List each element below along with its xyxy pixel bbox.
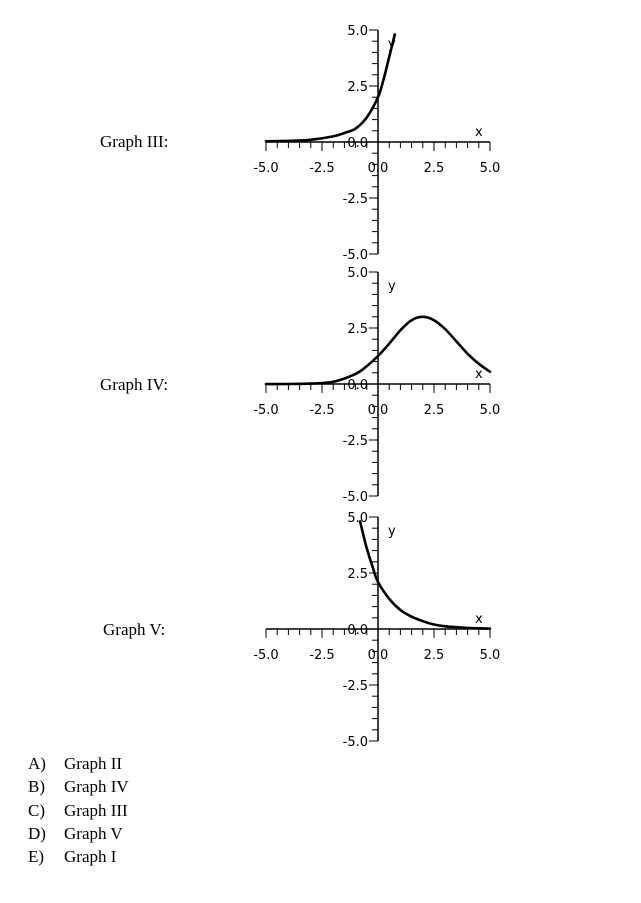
answer-letter: B) [28,777,45,797]
answer-letter: E) [28,847,45,867]
y-axis-label: y [388,279,396,294]
x-tick-label: 5.0 [479,403,501,418]
y-tick-label: 5.0 [347,24,368,39]
x-tick-label: 5.0 [479,161,501,176]
x-tick-label: 0.0 [367,648,389,663]
answer-choice-b[interactable] [28,775,129,798]
x-tick-label: 0.0 [367,403,389,418]
series-line [266,317,490,384]
x-tick-label: 5.0 [479,648,501,663]
answer-text: Graph IV [64,777,129,797]
answer-text: Graph III [64,800,128,820]
x-tick-label: -2.5 [309,161,335,176]
y-tick-label: 2.5 [347,567,368,582]
y-tick-label: 0.0 [347,136,368,151]
y-tick-label: 2.5 [347,80,368,95]
series-line [360,522,490,629]
x-axis-label: x [475,612,483,627]
answer-choice-e[interactable] [28,845,129,868]
x-tick-label: -2.5 [309,403,335,418]
y-tick-label: 5.0 [347,266,368,281]
answer-choice-d[interactable] [28,822,129,845]
graph-label: Graph IV: [100,375,169,394]
graph-label: Graph III: [100,132,169,151]
x-axis-label: x [475,125,483,140]
y-tick-label: 0.0 [347,378,368,393]
y-tick-label: 5.0 [347,511,368,526]
answer-choices [28,752,129,868]
answer-text: Graph V [64,823,123,843]
y-axis-label: y [388,524,396,539]
answer-text: Graph I [64,847,117,867]
answer-letter: C) [28,800,45,820]
x-tick-label: -5.0 [253,648,279,663]
x-tick-label: -5.0 [253,403,279,418]
y-tick-label: -2.5 [342,434,368,449]
answer-choice-c[interactable] [28,799,129,822]
x-tick-label: 2.5 [423,648,445,663]
series-line [266,35,395,142]
y-tick-label: -5.0 [342,490,368,505]
x-tick-label: 2.5 [423,161,445,176]
y-tick-label: 0.0 [347,623,368,638]
answer-letter: D) [28,823,46,843]
y-tick-label: -2.5 [342,192,368,207]
answer-text: Graph II [64,754,123,773]
answer-choice-a[interactable] [28,752,129,775]
x-tick-label: -2.5 [309,648,335,663]
y-tick-label: -5.0 [342,248,368,263]
y-tick-label: -5.0 [342,735,368,750]
y-tick-label: 2.5 [347,322,368,337]
graph-label: Graph V: [103,620,166,639]
x-tick-label: 0.0 [367,161,389,176]
answer-letter: A) [28,754,46,773]
y-axis-label: y [388,37,396,52]
y-tick-label: -2.5 [342,679,368,694]
x-axis-label: x [475,367,483,382]
x-tick-label: -5.0 [253,161,279,176]
x-tick-label: 2.5 [423,403,445,418]
